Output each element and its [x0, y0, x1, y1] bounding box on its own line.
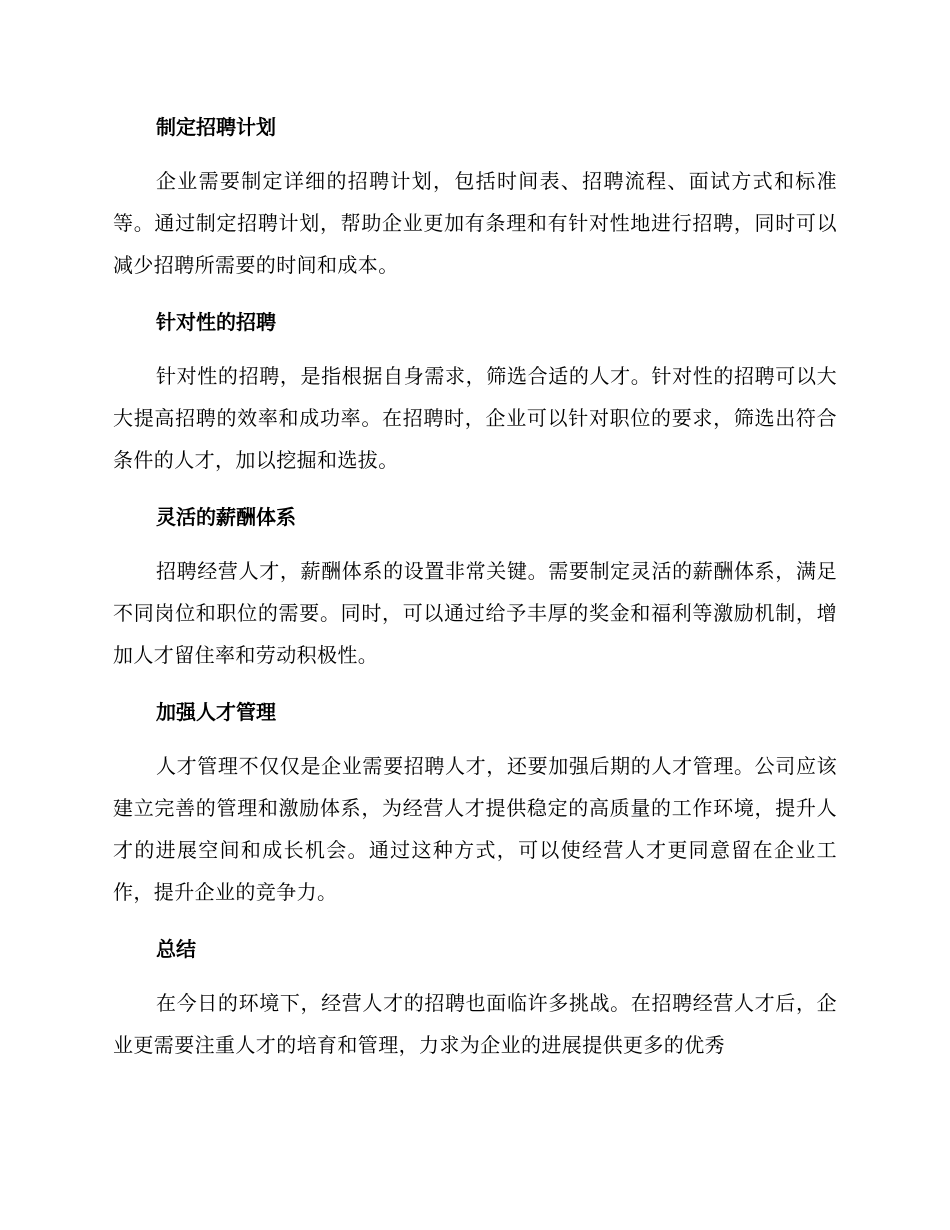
- section-paragraph: 人才管理不仅仅是企业需要招聘人才，还要加强后期的人才管理。公司应该建立完善的管理和激励体系，为经营人才提供稳定的高质量的工作环境，提升人才的进展空间和成长机会。通过这种方式，可以使经营人才更同意留在企业工作，提升企业的竞争力。: [113, 754, 837, 904]
- section-targeted-recruitment: [113, 301, 837, 481]
- section-flexible-compensation: [113, 496, 837, 676]
- section-recruitment-plan: [113, 106, 837, 286]
- section-paragraph: 招聘经营人才，薪酬体系的设置非常关键。需要制定灵活的薪酬体系，满足不同岗位和职位的需要。同时，可以通过给予丰厚的奖金和福利等激励机制，增加人才留住率和劳动积极性。: [113, 559, 837, 667]
- section-heading: 针对性的招聘: [156, 310, 276, 334]
- section-heading: 灵活的薪酬体系: [156, 505, 296, 529]
- section-heading: 总结: [156, 937, 196, 961]
- section-heading: 加强人才管理: [156, 700, 276, 724]
- section-heading: 制定招聘计划: [156, 115, 276, 139]
- section-paragraph: 在今日的环境下，经营人才的招聘也面临许多挑战。在招聘经营人才后，企业更需要注重人才的培育和管理，力求为企业的进展提供更多的优秀: [113, 991, 837, 1057]
- section-paragraph: 针对性的招聘，是指根据自身需求，筛选合适的人才。针对性的招聘可以大大提高招聘的效率和成功率。在招聘时，企业可以针对职位的要求，筛选出符合条件的人才，加以挖掘和选拔。: [113, 364, 837, 472]
- document-page: [113, 106, 837, 1081]
- section-talent-management: [113, 691, 837, 913]
- section-paragraph: 企业需要制定详细的招聘计划，包括时间表、招聘流程、面试方式和标准等。通过制定招聘计划，帮助企业更加有条理和有针对性地进行招聘，同时可以减少招聘所需要的时间和成本。: [113, 169, 837, 277]
- section-summary: [113, 928, 837, 1066]
